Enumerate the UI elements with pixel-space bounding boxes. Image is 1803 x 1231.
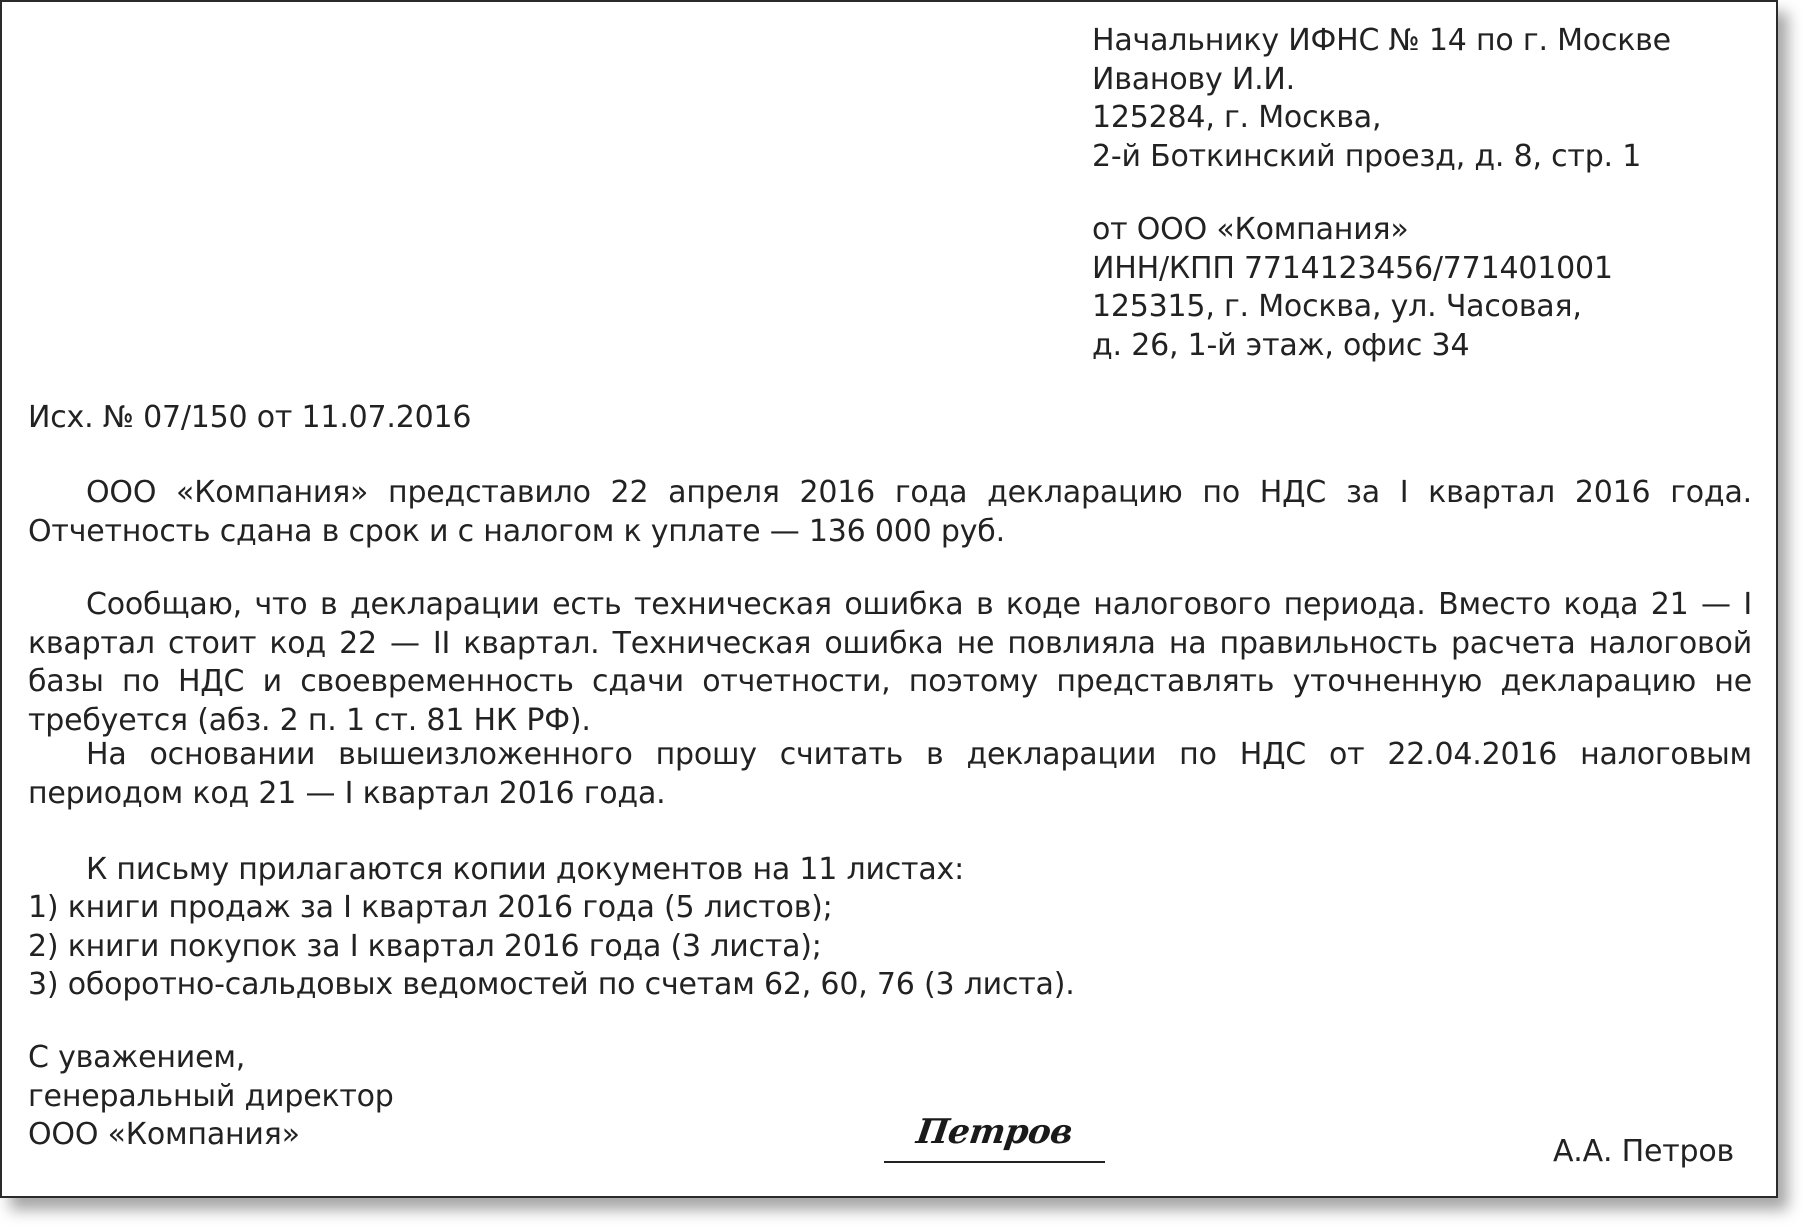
addressee-line: Иванову И.И.: [1092, 61, 1296, 97]
sender-line: 125315, г. Москва, ул. Часовая,: [1092, 289, 1582, 324]
sender-line: ИНН/КПП 7714123456/771401001: [1092, 250, 1613, 286]
closing-block: [28, 1039, 394, 1155]
signature-line: [884, 1161, 1105, 1163]
attachment-item: 1) книги продаж за I квартал 2016 года (5 листов);: [28, 890, 833, 925]
sender-line: д. 26, 1-й этаж, офис 34: [1092, 327, 1470, 363]
closing-line: ООО «Компания»: [28, 1117, 300, 1152]
attachments-intro: К письму прилагаются копии документов на 11 листах:: [86, 852, 964, 887]
handwritten-signature: Петров: [913, 1112, 1076, 1152]
sender-line: от ООО «Компания»: [1092, 212, 1409, 247]
signer-name: А.А. Петров: [1552, 1134, 1734, 1169]
body-paragraph-2: Сообщаю, что в декларации есть техническая ошибка в коде налогового периода. Вместо кода 21 — I квартал стоит код 22 — II квартал. Техническая ошибка не повлияла на правильность расчета налоговой базы по НДС и своевременность сдачи отчетности, поэтому представлять уточненную декларацию не требуется (абз. 2 п. 1 ст. 81 НК РФ).: [28, 587, 1752, 738]
addressee-block: [1092, 22, 1671, 176]
signature: [884, 1112, 1105, 1168]
body-paragraph-3: На основании вышеизложенного прошу считать в декларации по НДС от 22.04.2016 налоговым периодом код 21 — I квартал 2016 года.: [28, 737, 1752, 811]
attachment-item: 2) книги покупок за I квартал 2016 года (3 листа);: [28, 928, 822, 964]
closing-line: С уважением,: [28, 1040, 246, 1075]
sender-block: [1092, 211, 1613, 365]
addressee-line: 125284, г. Москва,: [1092, 100, 1382, 135]
addressee-line: Начальнику ИФНС № 14 по г. Москве: [1092, 23, 1671, 58]
addressee-line: 2-й Боткинский проезд, д. 8, стр. 1: [1092, 138, 1642, 174]
outgoing-reference: Исх. № 07/150 от 11.07.2016: [28, 400, 472, 435]
body-paragraph-1: ООО «Компания» представило 22 апреля 2016 года декларацию по НДС за I квартал 2016 года. Отчетность сдана в срок и с налогом к уплате — 136 000 руб.: [28, 475, 1752, 549]
attachment-item: 3) оборотно-сальдовых ведомостей по счетам 62, 60, 76 (3 листа).: [28, 967, 1075, 1002]
closing-line: генеральный директор: [28, 1078, 394, 1114]
attachments-list: [28, 889, 1075, 1005]
